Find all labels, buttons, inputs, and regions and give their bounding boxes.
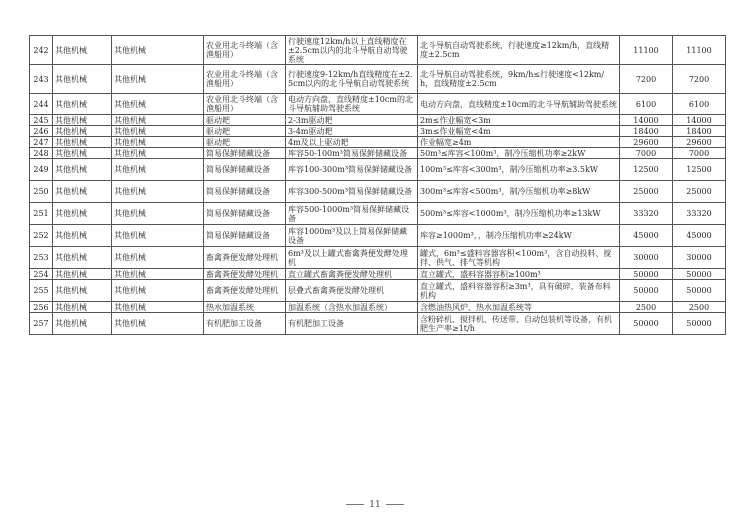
price-cell: 50000: [620, 313, 673, 335]
subsidy-cell: 6100: [673, 94, 726, 115]
row-number: 256: [30, 302, 53, 313]
table-row: [30, 269, 726, 280]
subsidy-cell: 7200: [673, 65, 726, 94]
item-cell: 驱动耙: [204, 137, 286, 148]
subcategory-cell: 其他机械: [112, 159, 204, 181]
subsidy-cell: 50000: [673, 280, 726, 302]
description-cell: 300m³≤库容<500m³，制冷压缩机功率≥8kW: [418, 181, 620, 203]
category-cell: 其他机械: [53, 36, 112, 65]
row-number: 255: [30, 280, 53, 302]
price-cell: 14000: [620, 115, 673, 126]
description-cell: 北斗导航自动驾驶系统，行驶速度≥12km/h，直线精度±2.5cm: [418, 36, 620, 65]
spec-cell: 库容100-300m³简易保鲜储藏设备: [286, 159, 418, 181]
item-cell: 简易保鲜储藏设备: [204, 203, 286, 225]
spec-cell: 加温系统（含热水加温系统）: [286, 302, 418, 313]
spec-cell: 库容50-100m³简易保鲜储藏设备: [286, 148, 418, 159]
category-cell: 其他机械: [53, 115, 112, 126]
table-row: [30, 137, 726, 148]
spec-cell: 行驶速度9-12km/h直线精度在±2.5cm以内的北斗导航自动驾驶系统: [286, 65, 418, 94]
footer-dash-left: [346, 504, 364, 505]
subcategory-cell: 其他机械: [112, 148, 204, 159]
item-cell: 农业用北斗终端（含渔船用）: [204, 94, 286, 115]
subsidy-cell: 2500: [673, 302, 726, 313]
category-cell: 其他机械: [53, 247, 112, 269]
row-number: 244: [30, 94, 53, 115]
spec-cell: 行驶速度12km/h以上直线精度在±2.5cm以内的北斗导航自动驾驶系统: [286, 36, 418, 65]
description-cell: 3m≤作业幅宽<4m: [418, 126, 620, 137]
category-cell: 其他机械: [53, 148, 112, 159]
spec-cell: 库容500-1000m³简易保鲜储藏设备: [286, 203, 418, 225]
price-cell: 50000: [620, 269, 673, 280]
price-cell: 25000: [620, 181, 673, 203]
spec-cell: 直立罐式畜禽粪便发酵处理机: [286, 269, 418, 280]
subcategory-cell: 其他机械: [112, 302, 204, 313]
table-row: [30, 313, 726, 335]
item-cell: 驱动耙: [204, 126, 286, 137]
category-cell: 其他机械: [53, 94, 112, 115]
spec-cell: 电动方向盘，直线精度±10cm的北斗导航辅助驾驶系统: [286, 94, 418, 115]
item-cell: 简易保鲜储藏设备: [204, 181, 286, 203]
item-cell: 简易保鲜储藏设备: [204, 225, 286, 247]
price-cell: 7000: [620, 148, 673, 159]
price-cell: 11100: [620, 36, 673, 65]
row-number: 251: [30, 203, 53, 225]
item-cell: 有机肥加工设备: [204, 313, 286, 335]
description-cell: 直立罐式，盛料容器容积≥100m³: [418, 269, 620, 280]
price-cell: 12500: [620, 159, 673, 181]
subsidy-cell: 7000: [673, 148, 726, 159]
price-cell: 2500: [620, 302, 673, 313]
page-number: 11: [369, 500, 381, 510]
description-cell: 作业幅宽≥4m: [418, 137, 620, 148]
table-row: [30, 280, 726, 302]
description-cell: 50m³≤库容<100m³，制冷压缩机功率≥2kW: [418, 148, 620, 159]
subsidy-cell: 33320: [673, 203, 726, 225]
table-row: [30, 225, 726, 247]
price-cell: 7200: [620, 65, 673, 94]
row-number: 257: [30, 313, 53, 335]
subcategory-cell: 其他机械: [112, 65, 204, 94]
description-cell: 北斗导航自动驾驶系统，9km/h≤行驶速度<12km/h，直线精度±2.5cm: [418, 65, 620, 94]
row-number: 250: [30, 181, 53, 203]
footer-dash-right: [386, 504, 404, 505]
subcategory-cell: 其他机械: [112, 203, 204, 225]
category-cell: 其他机械: [53, 203, 112, 225]
subcategory-cell: 其他机械: [112, 94, 204, 115]
subsidy-cell: 14000: [673, 115, 726, 126]
spec-cell: 3-4m驱动耙: [286, 126, 418, 137]
row-number: 254: [30, 269, 53, 280]
item-cell: 农业用北斗终端（含渔船用）: [204, 65, 286, 94]
spec-cell: 库容300-500m³简易保鲜储藏设备: [286, 181, 418, 203]
item-cell: 驱动耙: [204, 115, 286, 126]
table-row: [30, 247, 726, 269]
subsidy-cell: 25000: [673, 181, 726, 203]
category-cell: 其他机械: [53, 137, 112, 148]
page-footer: [0, 500, 750, 510]
subcategory-cell: 其他机械: [112, 313, 204, 335]
subsidy-cell: 29600: [673, 137, 726, 148]
spec-cell: 2-3m驱动耙: [286, 115, 418, 126]
item-cell: 简易保鲜储藏设备: [204, 148, 286, 159]
category-cell: 其他机械: [53, 65, 112, 94]
table-row: [30, 302, 726, 313]
table-row: [30, 181, 726, 203]
category-cell: 其他机械: [53, 280, 112, 302]
row-number: 243: [30, 65, 53, 94]
spec-cell: 库容1000m³及以上简易保鲜储藏设备: [286, 225, 418, 247]
category-cell: 其他机械: [53, 302, 112, 313]
price-cell: 18400: [620, 126, 673, 137]
description-cell: 库容≥1000m³，，制冷压缩机功率≥24kW: [418, 225, 620, 247]
table-row: [30, 115, 726, 126]
table-row: [30, 94, 726, 115]
price-cell: 33320: [620, 203, 673, 225]
price-cell: 45000: [620, 225, 673, 247]
subsidy-cell: 11100: [673, 36, 726, 65]
subsidy-cell: 45000: [673, 225, 726, 247]
subcategory-cell: 其他机械: [112, 280, 204, 302]
price-cell: 6100: [620, 94, 673, 115]
row-number: 245: [30, 115, 53, 126]
row-number: 242: [30, 36, 53, 65]
category-cell: 其他机械: [53, 159, 112, 181]
price-cell: 30000: [620, 247, 673, 269]
description-cell: 2m≤作业幅宽<3m: [418, 115, 620, 126]
description-cell: 罐式，6m³≤盛料容器容积<100m³，含自动投料、搅拌、供气、排气等机构: [418, 247, 620, 269]
subcategory-cell: 其他机械: [112, 126, 204, 137]
item-cell: 简易保鲜储藏设备: [204, 159, 286, 181]
category-cell: 其他机械: [53, 225, 112, 247]
subsidy-cell: 12500: [673, 159, 726, 181]
item-cell: 热水加温系统: [204, 302, 286, 313]
description-cell: 直立罐式，盛料容器容积≥3m³，具有破碎、装备布料机构: [418, 280, 620, 302]
subcategory-cell: 其他机械: [112, 225, 204, 247]
description-cell: 含燃油热风炉、热水加温系统等: [418, 302, 620, 313]
category-cell: 其他机械: [53, 269, 112, 280]
category-cell: 其他机械: [53, 313, 112, 335]
item-cell: 畜禽粪便发酵处理机: [204, 247, 286, 269]
subsidy-price-table: [29, 35, 726, 335]
price-cell: 29600: [620, 137, 673, 148]
category-cell: 其他机械: [53, 126, 112, 137]
price-cell: 50000: [620, 280, 673, 302]
item-cell: 畜禽粪便发酵处理机: [204, 269, 286, 280]
row-number: 253: [30, 247, 53, 269]
subsidy-cell: 50000: [673, 313, 726, 335]
row-number: 252: [30, 225, 53, 247]
row-number: 247: [30, 137, 53, 148]
item-cell: 畜禽粪便发酵处理机: [204, 280, 286, 302]
subcategory-cell: 其他机械: [112, 115, 204, 126]
subcategory-cell: 其他机械: [112, 36, 204, 65]
subcategory-cell: 其他机械: [112, 181, 204, 203]
subsidy-cell: 18400: [673, 126, 726, 137]
subcategory-cell: 其他机械: [112, 137, 204, 148]
spec-cell: 6m³及以上罐式畜禽粪便发酵处理机: [286, 247, 418, 269]
table-row: [30, 148, 726, 159]
description-cell: 电动方向盘，直线精度±10cm的北斗导航辅助驾驶系统: [418, 94, 620, 115]
table-row: [30, 126, 726, 137]
subcategory-cell: 其他机械: [112, 269, 204, 280]
table-row: [30, 203, 726, 225]
subcategory-cell: 其他机械: [112, 247, 204, 269]
row-number: 249: [30, 159, 53, 181]
table-row: [30, 36, 726, 65]
description-cell: 500m³≤库容<1000m³，制冷压缩机功率≥13kW: [418, 203, 620, 225]
description-cell: 含粉碎机、搅拌机、传送带、自动包装机等设备，有机肥生产率≥1t/h: [418, 313, 620, 335]
spec-cell: 层叠式畜禽粪便发酵处理机: [286, 280, 418, 302]
subsidy-cell: 50000: [673, 269, 726, 280]
row-number: 246: [30, 126, 53, 137]
table-row: [30, 159, 726, 181]
subsidy-cell: 30000: [673, 247, 726, 269]
item-cell: 农业用北斗终端（含渔船用）: [204, 36, 286, 65]
table-row: [30, 65, 726, 94]
spec-cell: 4m及以上驱动耙: [286, 137, 418, 148]
category-cell: 其他机械: [53, 181, 112, 203]
row-number: 248: [30, 148, 53, 159]
description-cell: 100m³≤库容<300m³，制冷压缩机功率≥3.5kW: [418, 159, 620, 181]
spec-cell: 有机肥加工设备: [286, 313, 418, 335]
